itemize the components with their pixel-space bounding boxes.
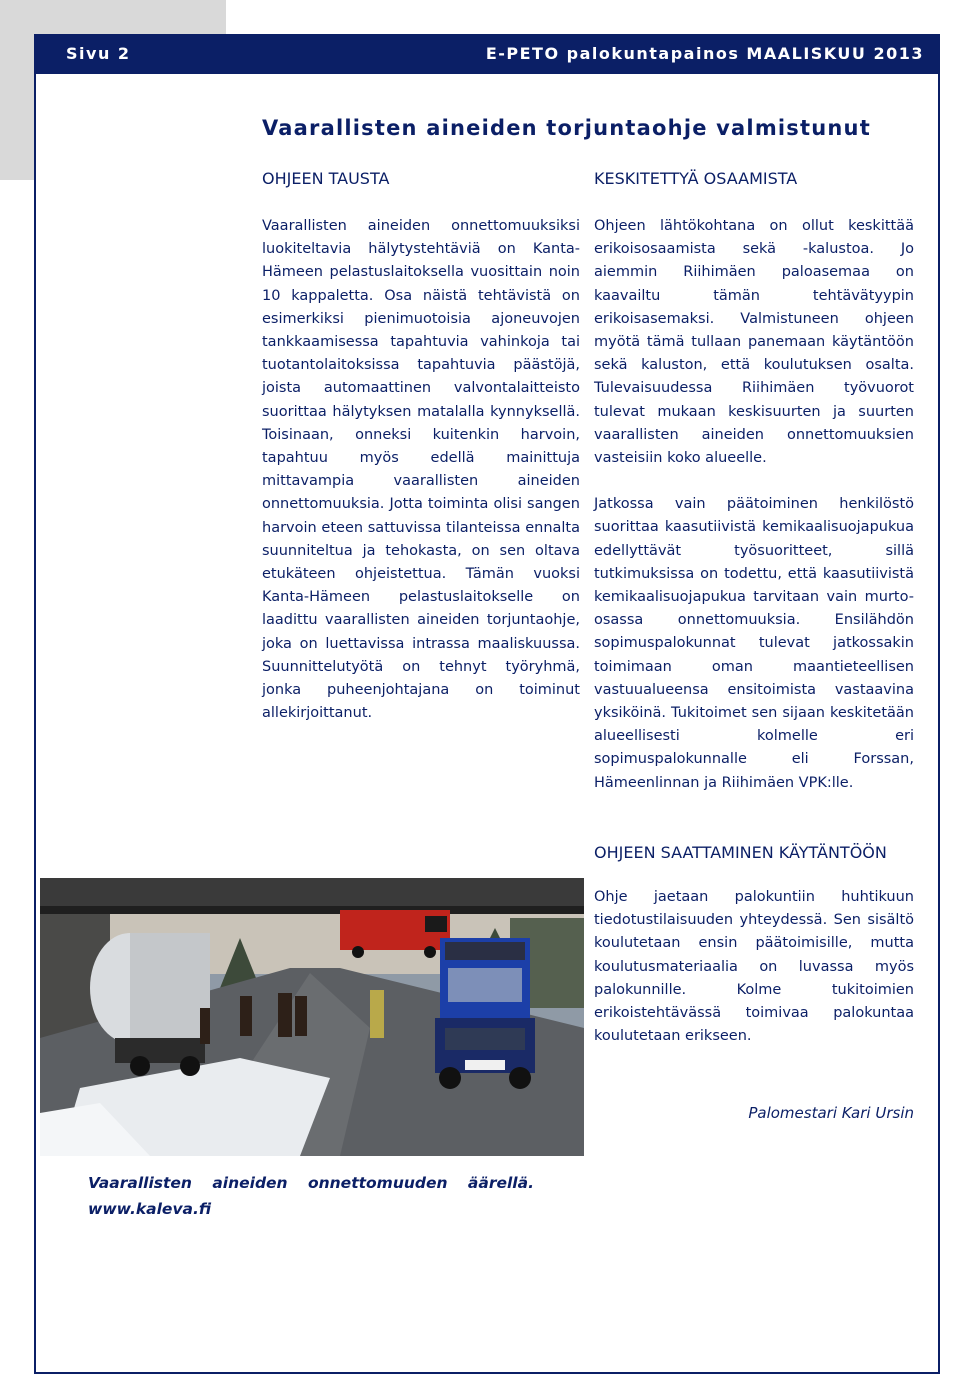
photo-caption (88, 1170, 534, 1222)
section-heading: OHJEEN TAUSTA (262, 169, 390, 188)
section-heading: OHJEEN SAATTAMINEN KÄYTÄNTÖÖN (594, 843, 887, 862)
caption-word: aineiden (212, 1174, 288, 1192)
accident-photo (40, 878, 584, 1156)
caption-word: onnettomuuden (307, 1174, 448, 1192)
section-paragraph: Ohjeen lähtökohtana on ollut keskittää erikoisosaamista sekä -kalustoa. Jo aiemmin Riihimäen paloasemaa on kaavailtu tämän tehtävätyypin erikoisasemaksi. Valmistuneen ohjeen myötä tämä tullaan panemaan käytäntöön sekä kaluston, että koulutuksen osalta. Tulevaisuudessa Riihimäen työvuorot tulevat mukaan keskisuurten ja suurten vaarallisten aineiden onnettomuuksien vasteisiin koko alueelle. (594, 218, 914, 467)
page-number: Sivu 2 (66, 44, 131, 63)
caption-word: äärellä. (467, 1174, 534, 1192)
caption-word: Vaarallisten (88, 1174, 192, 1192)
caption-line (88, 1170, 534, 1196)
page-header (34, 34, 940, 74)
publication-title: E-PETO palokuntapainos MAALISKUU 2013 (485, 44, 924, 63)
section-paragraph: Ohje jaetaan palokuntiin huhtikuun tiedotustilaisuuden yhteydessä. Sen sisältö koulutetaan ensin päätoimisille, mutta koulutusmateriaalia on luvassa myös palokunnille. Kolme tukitoimien erikoistehtävässä toimivaa palokuntaa koulutetaan erikseen. (594, 889, 914, 1045)
section-paragraph: Jatkossa vain päätoiminen henkilöstö suorittaa kaasutiivistä kemikaalisuojapukua edellyttävät työsuoritteet, sillä tutkimuksissa on todettu, että kaasutiivistä kemikaalisuojapukua tarvitaan vain murto-osassa onnettomuuksia. Ensilähdön sopimuspalokunnat tulevat jatkossakin toimimaan oman maantieteellisen vastuualueensa ensitoimista vastaavina yksiköinä. Tukitoimet sen sijaan keskitetään alueellisesti kolmelle eri sopimuspalokunnalle eli Forssan, Hämeenlinnan ja Riihimäen VPK:lle. (594, 496, 914, 791)
section-implementation (594, 842, 914, 1048)
author-signature: Palomestari Kari Ursin (748, 1104, 914, 1122)
section-heading: KESKITETTYÄ OSAAMISTA (594, 169, 798, 188)
accident-scene-image (40, 878, 584, 1156)
article-title: Vaarallisten aineiden torjuntaohje valmistunut (262, 116, 871, 140)
section-background (262, 168, 580, 725)
blue-truck-icon (435, 938, 535, 1089)
caption-source-url: www.kaleva.fi (88, 1200, 212, 1218)
section-paragraph: Vaarallisten aineiden onnettomuuksiksi luokiteltavia hälytystehtäviä on Kanta-Hämeen pelastuslaitoksella vuosittain noin 10 kappaletta. Osa näistä tehtävistä on esimerkiksi pienimuotoisia ajoneuvojen tankkaamisessa tapahtuvia vahinkoja tai tuotantolaitoksissa tapahtuvia päästöjä, joista automaattinen valvontalaitteisto suorittaa hälytyksen matalalla kynnyksellä. Toisinaan, onneksi kuitenkin harvoin, tapahtuu myös edellä mainittuja mittavampia vaarallisten aineiden onnettomuuksia. Jotta toiminta olisi sangen harvoin eteen sattuvissa tilanteissa ennalta suunniteltua ja tehokasta, on sen oltava etukäteen ohjeistettua. Tämän vuoksi Kanta-Hämeen pelastuslaitokselle on laadittu vaarallisten aineiden torjuntaohje, joka on luettavissa intrassa maaliskuussa. Suunnittelutyötä on tehnyt työryhmä, jonka puheenjohtajana on toiminut allekirjoittanut. (262, 218, 580, 722)
section-centralized-expertise (594, 168, 914, 795)
